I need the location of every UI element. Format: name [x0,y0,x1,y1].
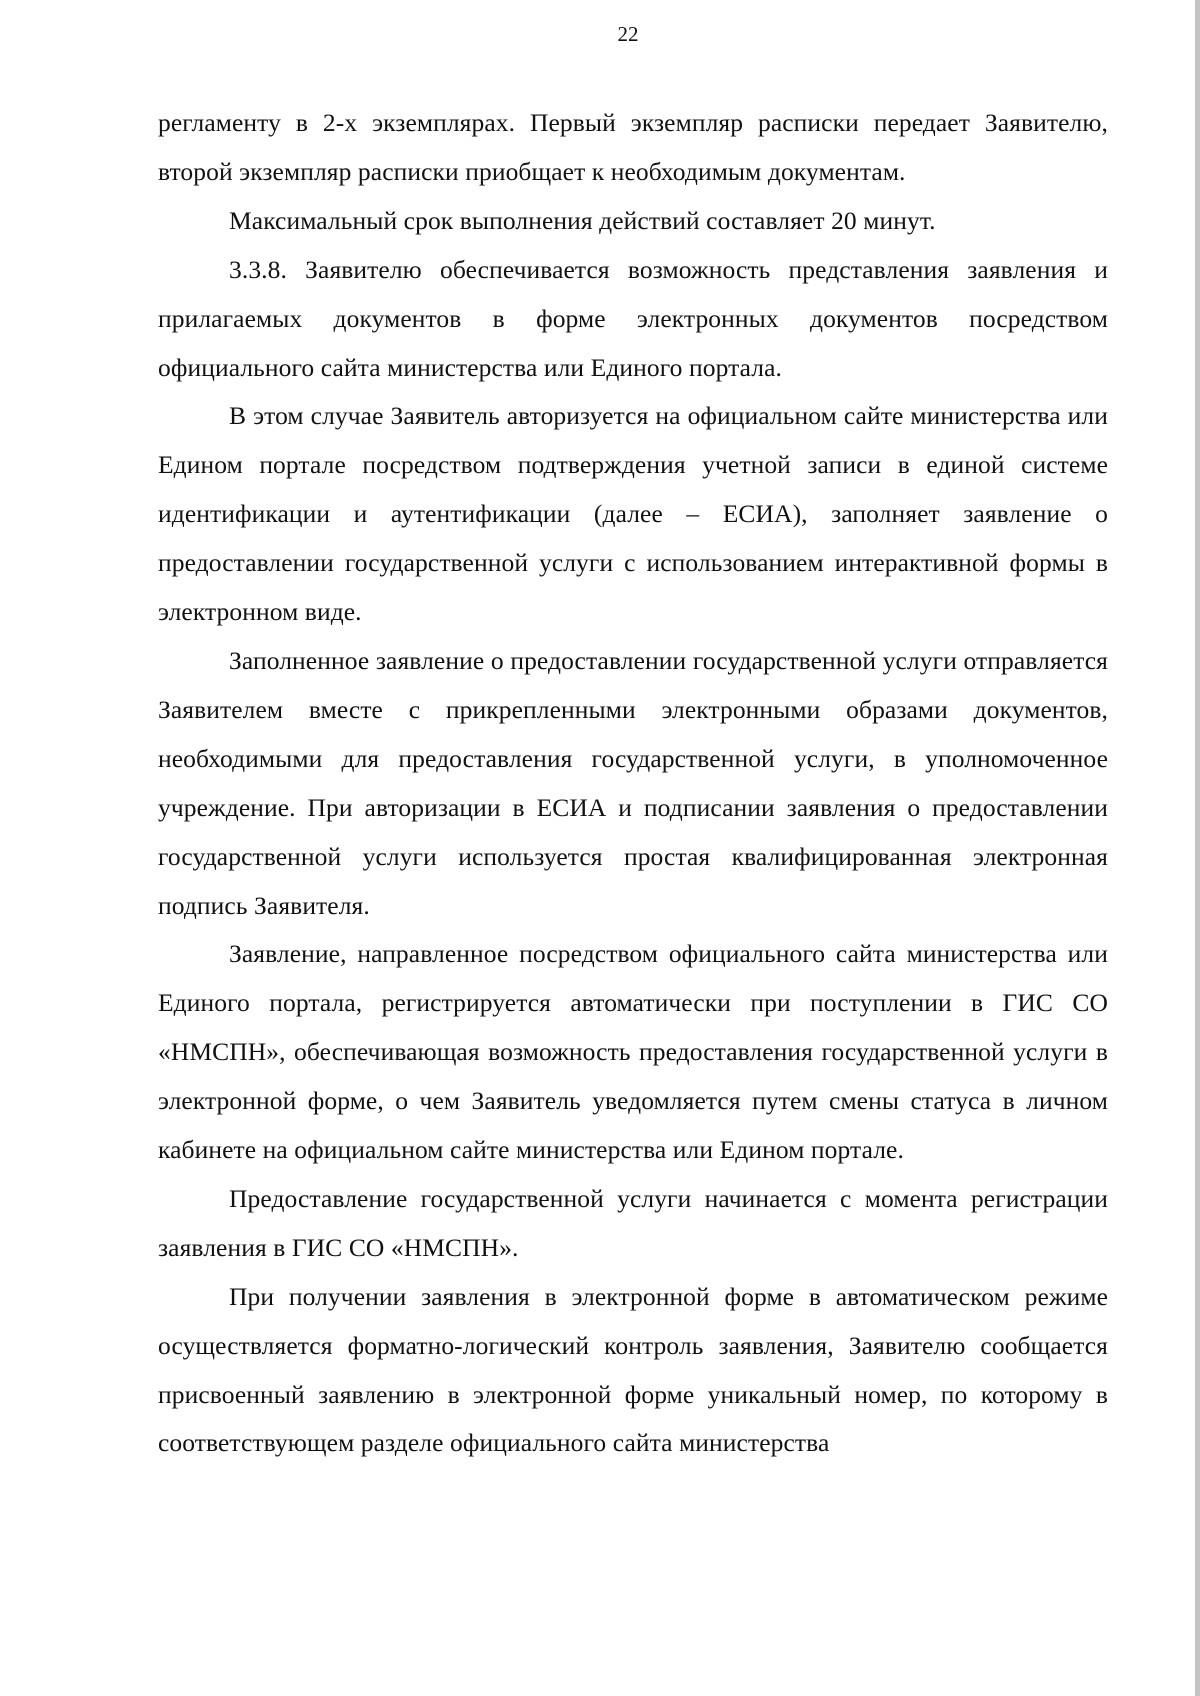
document-body [158,99,1108,1468]
paragraph-receipt-copies: регламенту в 2-х экземплярах. Первый экземпляр расписки передает Заявителю, второй экземпляр расписки приобщает к необходимым документам. [158,108,1108,186]
paragraph-service-start: Предоставление государственной услуги начинается с момента регистрации заявления в ГИС СО «НМСПН». [158,1183,1108,1262]
page-edge-shadow [1195,0,1200,1696]
paragraph-format-control: При получении заявления в электронной форме в автоматическом режиме осуществляется форматно-логический контроль заявления, Заявителю сообщается присвоенный заявлению в электронной форме уникальный номер, по которому в соответствующем разделе официального сайта министерства [158,1281,1108,1458]
paragraph-max-time: Максимальный срок выполнения действий составляет 20 минут. [229,205,936,235]
paragraph-3-3-8: 3.3.8. Заявителю обеспечивается возможность представления заявления и прилагаемых документов в форме электронных документов посредством официального сайта министерства или Единого портала. [158,254,1108,382]
paragraph-application-submission: Заполненное заявление о предоставлении государственной услуги отправляется Заявителем вместе с прикрепленными электронными образами документов, необходимыми для предоставления государственной услуги, в уполномоченное учреждение. При авторизации в ЕСИА и подписании заявления о предоставлении государственной услуги используется простая квалифицированная электронная подпись Заявителя. [158,645,1108,920]
page-number: 22 [617,22,639,46]
paragraph-esia-authorization: В этом случае Заявитель авторизуется на официальном сайте министерства или Едином портале посредством подтверждения учетной записи в единой системе идентификации и аутентификации (далее – ЕСИА), заполняет заявление о предоставлении государственной услуги с использованием интерактивной формы в электронном виде. [158,401,1108,627]
paragraph-automatic-registration: Заявление, направленное посредством официального сайта министерства или Единого портала, регистрируется автоматически при поступлении в ГИС СО «НМСПН», обеспечивающая возможность предоставления государственной услуги в электронной форме, о чем Заявитель уведомляется путем смены статуса в личном кабинете на официальном сайте министерства или Едином портале. [158,939,1108,1165]
